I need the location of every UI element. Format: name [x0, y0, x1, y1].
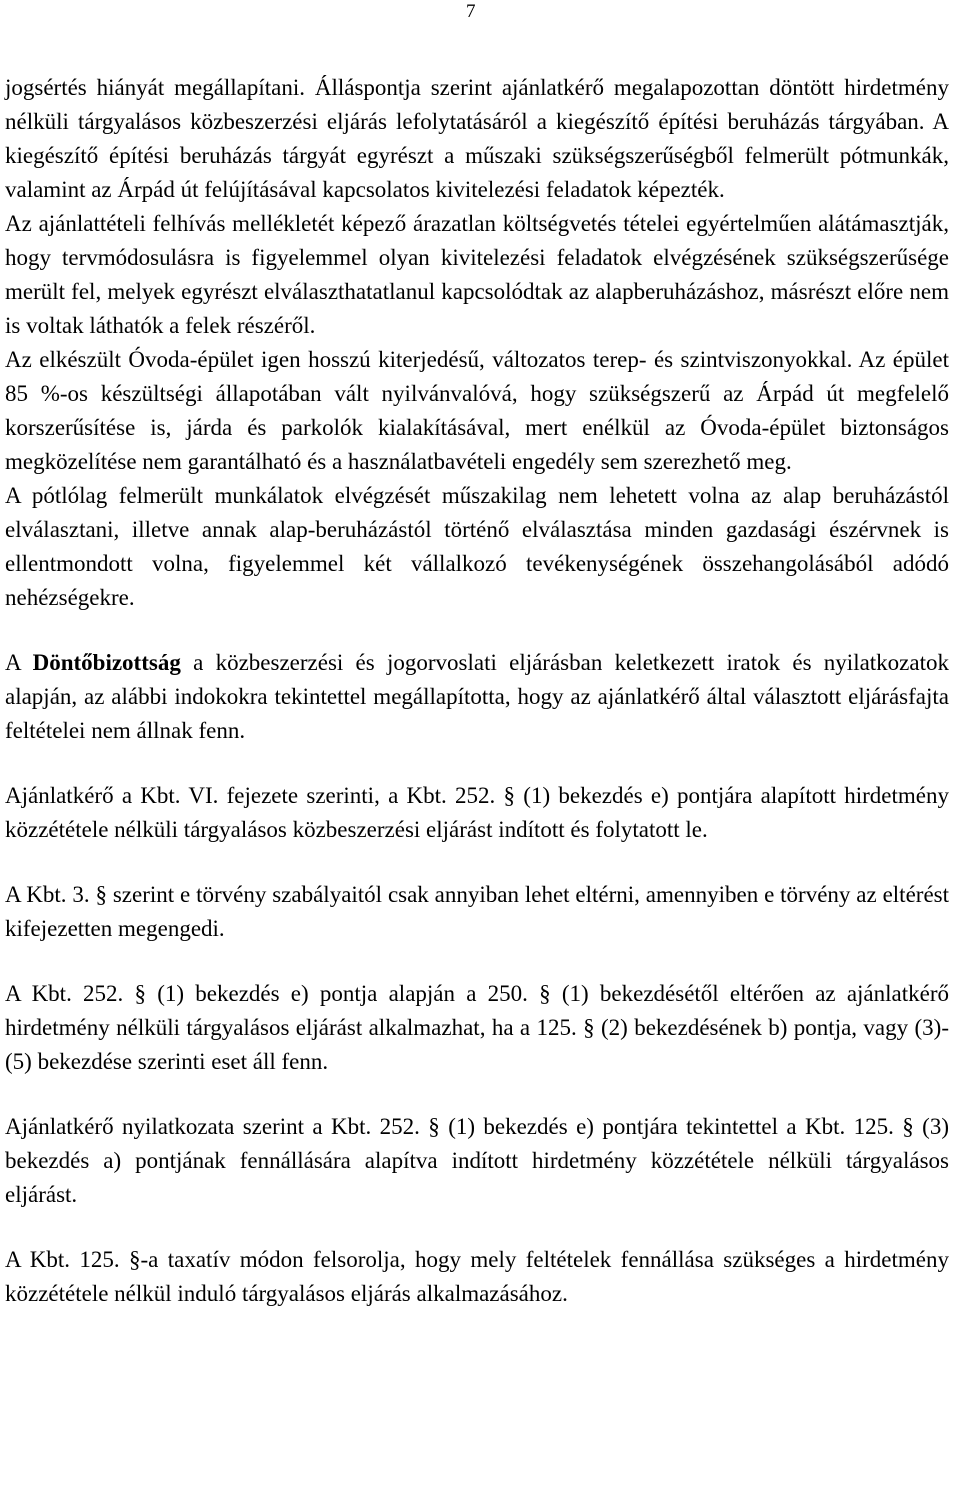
paragraph-procedure-type: Ajánlatkérő a Kbt. VI. fejezete szerinti, a Kbt. 252. § (1) bekezdés e) pontjára alapított hirdetmény közzététele nélküli tárgyalásos közbeszerzési eljárást indított és folytatott le. [5, 783, 949, 842]
paragraph-applicant-position: jogsértés hiányát megállapítani. Álláspontja szerint ajánlatkérő megalapozottan döntött hirdetmény nélküli tárgyalásos közbeszerzési eljárás lefolytatásáról a kiegészítő építési beruházás tárgyában. A kiegészítő építési beruházás tárgyát egyrészt a műszaki szükségszerűségből felmerült pótmunkák, valamint az Árpád út felújításával kapcsolatos kivitelezési feladatok képezték. [5, 75, 949, 202]
page-number: 7 [466, 1, 476, 22]
paragraph-kbt-252: A Kbt. 252. § (1) bekezdés e) pontja alapján a 250. § (1) bekezdésétől eltérően az ajánlatkérő hirdetmény nélküli tárgyalásos eljárást alkalmazhat, ha a 125. § (2) bekezdésének b) pontja, vagy (3)-(5) bekezdése szerinti eset áll fenn. [5, 981, 949, 1074]
decision-board-name: Döntőbizottság [32, 650, 181, 675]
paragraph-kindergarten-building: Az elkészült Óvoda-épület igen hosszú kiterjedésű, változatos terep- és szintviszonyokkal. Az épület 85 %-os készültségi állapotában vált nyilvánvalóvá, hogy szükségszerű az Árpád út megfelelő korszerűsítése is, járda és parkolók kialakításával, mert enélkül az Óvoda-épület biztonságos megközelítése nem garantálható és a használatbavételi engedély sem szerezhető meg. [5, 347, 949, 474]
paragraph-kbt-3: A Kbt. 3. § szerint e törvény szabályaitól csak annyiban lehet eltérni, amennyiben e törvény az eltérést kifejezetten megengedi. [5, 882, 949, 941]
paragraph-additional-works: A pótlólag felmerült munkálatok elvégzését műszakilag nem lehetett volna az alap beruházástól elválasztani, illetve annak alap-beruházástól történő elválasztása minden gazdasági észérvnek is ellentmondott volna, figyelemmel két vállalkozó tevékenységének összehangolásából adódó nehézségekre. [5, 483, 949, 610]
paragraph-decision [5, 646, 949, 748]
paragraph-applicant-statement: Ajánlatkérő nyilatkozata szerint a Kbt. 252. § (1) bekezdés e) pontjára tekintettel a Kbt. 125. § (3) bekezdés a) pontjának fennállására alapítva indított hirdetmény közzététele nélküli tárgyalásos eljárást. [5, 1114, 949, 1207]
paragraph-kbt-125: A Kbt. 125. §-a taxatív módon felsorolja, hogy mely feltételek fennállása szükséges a hirdetmény közzététele nélkül induló tárgyalásos eljárás alkalmazásához. [5, 1247, 949, 1306]
paragraph-cost-estimate: Az ajánlattételi felhívás mellékletét képező árazatlan költségvetés tételei egyértelműen alátámasztják, hogy tervmódosulásra is figyelemmel olyan kivitelezési feladatok elvégzésének szükségszerűsége merült fel, melyek egyrészt elválaszthatatlanul kapcsolódtak az alapberuházáshoz, másrészt előre nem is voltak láthatók a felek részéről. [5, 211, 949, 338]
decision-text: a közbeszerzési és jogorvoslati eljárásban keletkezett iratok és nyilatkozatok alapján, az alábbi indokokra tekintettel megállapította, hogy az ajánlatkérő által választott eljárásfajta feltételei nem állnak fenn. [5, 650, 949, 743]
decision-prefix: A [5, 650, 33, 675]
document-body [5, 71, 949, 1311]
